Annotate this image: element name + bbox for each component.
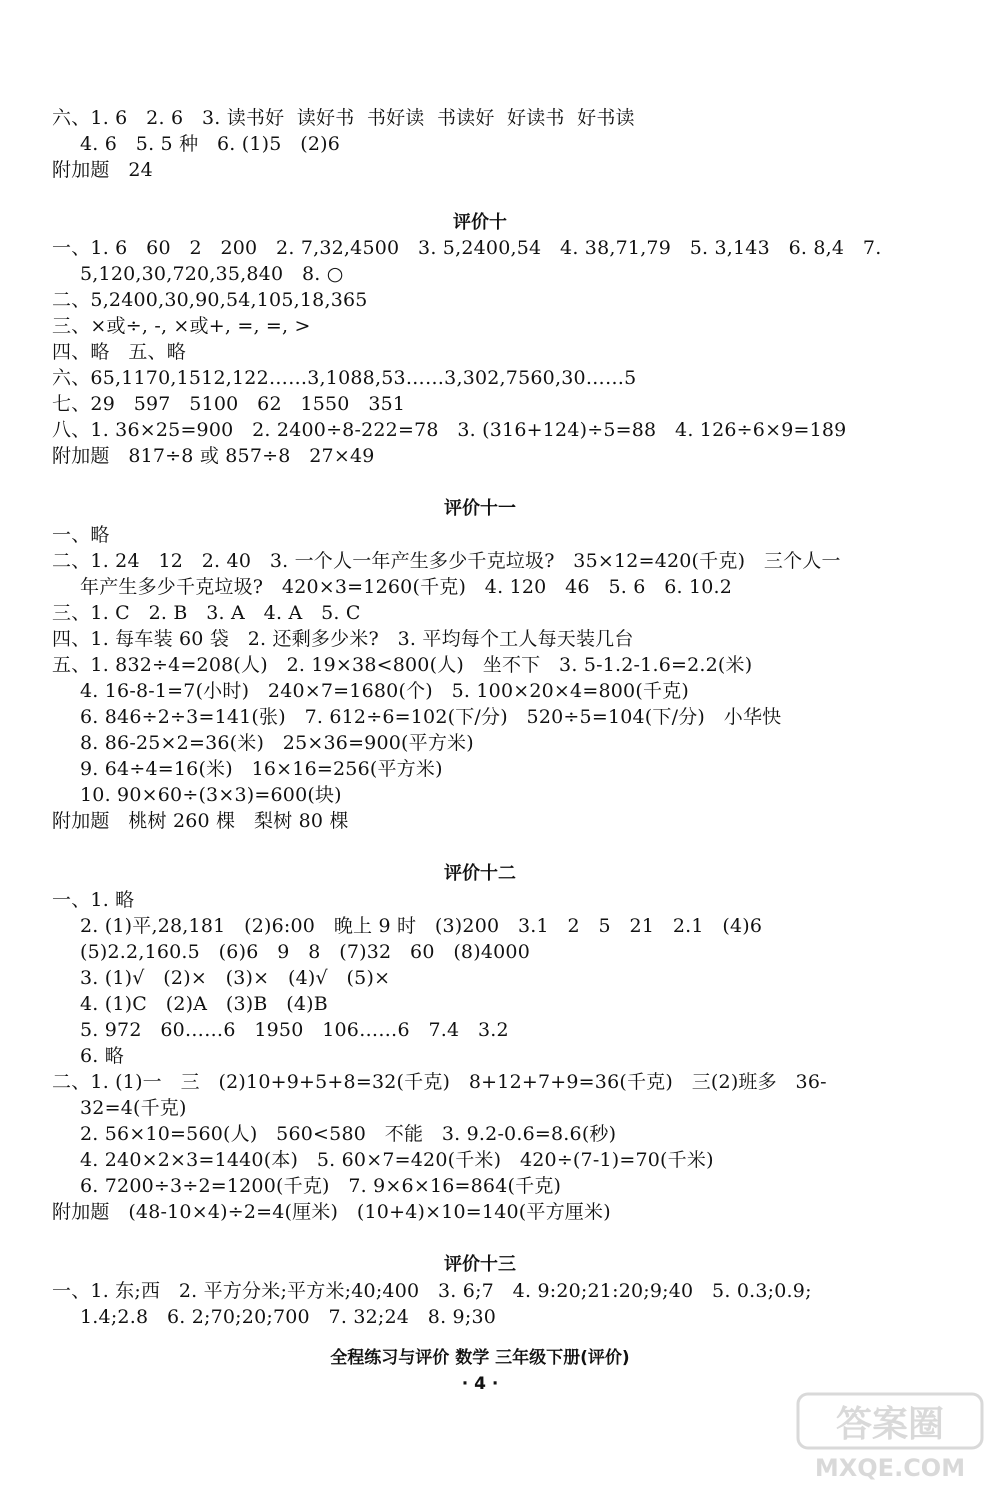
answer-line: 5. 972 60……6 1950 106……6 7.4 3.2	[80, 1019, 509, 1041]
answer-line: 1.4;2.8 6. 2;70;20;700 7. 32;24 8. 9;30	[80, 1306, 497, 1328]
watermark-logo-graphic	[792, 1388, 988, 1484]
answer-line: 七、29 597 5100 62 1550 351	[52, 393, 406, 415]
answer-line: 2. 56×10=560(人) 560<580 不能 3. 9.2-0.6=8.6(秒)	[80, 1123, 617, 1145]
answer-line: 一、略	[52, 524, 110, 546]
answer-line: 二、1. 24 12 2. 40 3. 一个人一年产生多少千克垃圾? 35×12=420(千克) 三个人一	[52, 550, 841, 572]
answer-line: 五、1. 832÷4=208(人) 2. 19×38<800(人) 坐不下 3. 5-1.2-1.6=2.2(米)	[52, 654, 753, 676]
answer-line: 2. (1)平,28,181 (2)6:00 晚上 9 时 (3)200 3.1 2 5 21 2.1 (4)6	[80, 915, 763, 937]
answer-line: 6. 略	[80, 1045, 124, 1067]
answer-line: 4. 16-8-1=7(小时) 240×7=1680(个) 5. 100×20×4=800(千克)	[80, 680, 689, 702]
answer-line: 四、略 五、略	[52, 341, 186, 363]
answer-line: 附加题 817÷8 或 857÷8 27×49	[52, 445, 375, 467]
answer-line: 六、65,1170,1512,122……3,1088,53……3,302,7560,30……5	[52, 367, 637, 389]
answer-line: 9. 64÷4=16(米) 16×16=256(平方米)	[80, 758, 443, 780]
answer-line: 6. 846÷2÷3=141(张) 7. 612÷6=102(下/分) 520÷5=104(下/分) 小华快	[80, 706, 782, 728]
section-heading: 评价十	[453, 212, 507, 233]
footer-book-title: 全程练习与评价 数学 三年级下册(评价)	[330, 1348, 630, 1368]
answer-line: 附加题 (48-10×4)÷2=4(厘米) (10+4)×10=140(平方厘米)	[52, 1201, 611, 1223]
answer-line: (5)2.2,160.5 (6)6 9 8 (7)32 60 (8)4000	[80, 941, 530, 963]
answer-line: 5,120,30,720,35,840 8. ○	[80, 263, 344, 285]
answer-line: 32=4(千克)	[80, 1097, 187, 1119]
answer-line: 一、1. 6 60 2 200 2. 7,32,4500 3. 5,2400,54 4. 38,71,79 5. 3,143 6. 8,4 7.	[52, 237, 882, 259]
answer-line: 二、5,2400,30,90,54,105,18,365	[52, 289, 368, 311]
svg-text:MXQE.COM: MXQE.COM	[814, 1454, 966, 1482]
answer-line: 4. 6 5. 5 种 6. (1)5 (2)6	[80, 133, 341, 155]
answer-line: 6. 7200÷3÷2=1200(千克) 7. 9×6×16=864(千克)	[80, 1175, 562, 1197]
svg-text:答案圈: 答案圈	[835, 1404, 945, 1445]
section-heading: 评价十三	[444, 1254, 516, 1275]
answer-line: 二、1. (1)一 三 (2)10+9+5+8=32(千克) 8+12+7+9=36(千克) 三(2)班多 36-	[52, 1071, 827, 1093]
answer-line: 八、1. 36×25=900 2. 2400÷8-222=78 3. (316+124)÷5=88 4. 126÷6×9=189	[52, 419, 847, 441]
answer-line: 4. 240×2×3=1440(本) 5. 60×7=420(千米) 420÷(7-1)=70(千米)	[80, 1149, 714, 1171]
page-number: · 4 ·	[461, 1374, 499, 1394]
section-heading: 评价十二	[444, 863, 516, 884]
answer-line: 三、×或÷, -, ×或+, =, =, >	[52, 315, 311, 337]
answer-line: 三、1. C 2. B 3. A 4. A 5. C	[52, 602, 361, 624]
section-heading: 评价十一	[444, 498, 516, 519]
answer-line: 年产生多少千克垃圾? 420×3=1260(千克) 4. 120 46 5. 6 6. 10.2	[80, 576, 733, 598]
answer-line: 8. 86-25×2=36(米) 25×36=900(平方米)	[80, 732, 474, 754]
answer-line: 一、1. 略	[52, 889, 135, 911]
answer-line: 3. (1)√ (2)× (3)× (4)√ (5)×	[80, 967, 391, 989]
answer-line: 10. 90×60÷(3×3)=600(块)	[80, 784, 342, 806]
answer-line: 附加题 24	[52, 159, 153, 181]
answer-line: 一、1. 东;西 2. 平方分米;平方米;40;400 3. 6;7 4. 9:20;21:20;9;40 5. 0.3;0.9;	[52, 1280, 812, 1302]
answer-line: 四、1. 每车装 60 袋 2. 还剩多少米? 3. 平均每个工人每天装几台	[52, 628, 634, 650]
answer-line: 六、1. 6 2. 6 3. 读书好 读好书 书好读 书读好 好读书 好书读	[52, 107, 635, 129]
watermark-logo	[792, 1388, 988, 1484]
answer-line: 4. (1)C (2)A (3)B (4)B	[80, 993, 328, 1015]
answer-line: 附加题 桃树 260 棵 梨树 80 棵	[52, 810, 349, 832]
